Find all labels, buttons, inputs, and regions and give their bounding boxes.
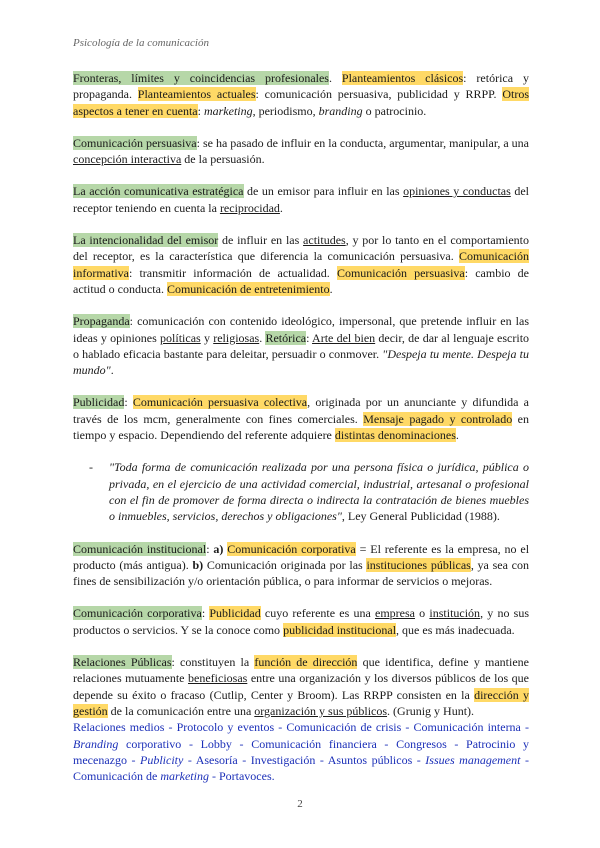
highlight-comunicacion-persuasiva-colectiva: Comunicación persuasiva colectiva — [132, 395, 308, 410]
text: : comunicación con contenido ideológico, impersonal, que pretende influir en las ideas y opiniones — [73, 314, 529, 345]
highlight-instituciones-publicas: instituciones públicas — [366, 557, 471, 572]
text: - Comunicación de — [73, 752, 529, 784]
highlight-comunicacion-informativa: Comunicación informativa — [73, 249, 529, 280]
underlined-term: organización y sus públicos — [254, 703, 388, 718]
italic-term: Issues management — [425, 752, 521, 767]
text: : — [124, 395, 133, 410]
text: de la comunicación entre una — [107, 703, 255, 718]
text: . — [259, 330, 266, 345]
italic-term: Branding — [73, 736, 119, 751]
text: de influir en las — [218, 233, 304, 248]
paragraph-publicidad — [73, 394, 529, 443]
italic-term: Publicity — [140, 752, 184, 767]
highlight-retorica: Retórica — [265, 330, 307, 345]
text: cuyo referente es una — [260, 606, 375, 621]
text: : constituyen la — [171, 655, 255, 670]
underlined-term: Arte del bien — [312, 330, 376, 345]
highlight-distintas-denominaciones: distintas denominaciones — [334, 428, 456, 443]
text: de un emisor para influir en las — [243, 184, 404, 199]
underlined-term: beneficiosas — [188, 671, 248, 686]
paragraph-professional-boundaries — [73, 70, 529, 119]
text: que identifica, define y mantiene relaciones mutuamente — [73, 655, 530, 686]
text: , y no sus productos o servicios. Y se la conoce como — [73, 606, 530, 637]
highlight-direccion-gestion: dirección y gestión — [73, 687, 529, 718]
legal-quote: "Toda forma de comunicación realizada por una persona física o jurídica, pública o privada, en el ejercicio de una actividad comercial, industrial, artesanal o profesional con el fin de promover de forma directa o indirecta la contratación de bienes muebles o inmuebles, servicios, derechos y obligaciones" — [109, 460, 529, 524]
text: , originada por un anunciante y difundida a través de los mcm, generalmente con fines comerciales. — [73, 395, 529, 426]
text: y — [200, 330, 214, 345]
paragraph-areas-rrpp — [73, 719, 529, 784]
highlight-comunicacion-entretenimiento: Comunicación de entretenimiento — [166, 281, 330, 296]
text: Comunicación originada por las — [203, 557, 367, 572]
text: Relaciones medios - Protocolo y eventos - Comunicación de crisis - Comunicación interna - — [73, 720, 529, 735]
quote-source: , Ley General Publicidad (1988). — [341, 509, 500, 524]
text: . — [279, 200, 283, 215]
highlight-comunicacion-corporativa: Comunicación corporativa — [227, 541, 356, 556]
text: - Asesoría - Investigación - Asuntos públicos - — [183, 752, 426, 767]
highlight-comunicacion-institucional: Comunicación institucional — [73, 541, 207, 556]
highlight-intencionalidad: La intencionalidad del emisor — [73, 233, 219, 248]
paragraph-accion-comunicativa — [73, 183, 529, 216]
document-body — [73, 70, 529, 800]
text: , periodismo, — [252, 103, 319, 118]
text: entre una organización y los diversos públicos de los que depende su éxito o fracaso (Cutlip, Center y Broom). Las RRPP consisten en la — [73, 671, 529, 702]
italic-term: branding — [318, 103, 363, 118]
text: , que es más inadecuada. — [396, 622, 515, 637]
text: - Portavoces. — [208, 769, 275, 784]
highlight-planteamientos-clasicos: Planteamientos clásicos — [341, 71, 464, 85]
underlined-term: políticas — [160, 330, 201, 345]
highlight-publicidad: Publicidad — [209, 606, 261, 621]
highlight-funcion-direccion: función de dirección — [254, 655, 358, 670]
bullet-dash: - — [89, 460, 93, 475]
italic-quote: "Despeja tu mente. Despeja tu mundo" — [73, 346, 529, 378]
text: . — [110, 363, 114, 378]
list-marker-b: b) — [192, 557, 204, 572]
text: : cambio de actitud o conducta. — [73, 265, 529, 296]
underlined-term: reciprocidad — [219, 200, 280, 215]
highlight-relaciones-publicas: Relaciones Públicas — [73, 655, 172, 670]
text: : transmitir información de actualidad. — [128, 265, 337, 280]
text: : — [206, 541, 214, 556]
paragraph-comunicacion-corporativa — [73, 605, 529, 638]
text: del receptor teniendo en cuenta la — [73, 184, 529, 215]
highlight-publicidad-institucional: publicidad institucional — [283, 622, 397, 637]
text: : — [201, 606, 210, 621]
italic-term: marketing — [203, 103, 253, 118]
text: decir, de dar al lenguaje escrito o hablado eficacia bastante para deleitar, persuadir o conmover. — [73, 330, 530, 361]
text: , ya sea con fines de sensibilización y/o orientación pública, o para informar de servicios o mejoras. — [73, 557, 529, 589]
text: : — [197, 103, 204, 118]
text: : se ha pasado de influir en la conducta, argumentar, manipular, a una — [196, 135, 530, 150]
highlight-comunicacion-persuasiva: Comunicación persuasiva — [336, 265, 465, 280]
underlined-term: opiniones y conductas — [403, 184, 511, 199]
highlight-planteamientos-actuales: Planteamientos actuales — [137, 87, 256, 102]
text: en tiempo y espacio. Dependiendo del referente adquiere — [73, 411, 530, 443]
highlight-comunicacion-persuasiva: Comunicación persuasiva — [73, 135, 197, 150]
text: . — [329, 281, 333, 296]
underlined-term: religiosas — [213, 330, 260, 345]
page-number: 2 — [297, 798, 303, 810]
text: : comunicación persuasiva, publicidad y RRPP. — [255, 87, 503, 102]
highlight-propaganda: Propaganda — [73, 314, 130, 329]
highlight-comunicacion-corporativa: Comunicación corporativa — [73, 606, 202, 621]
text: o patrocinio. — [362, 103, 427, 118]
text: . — [328, 71, 342, 85]
underlined-term: empresa — [375, 606, 415, 621]
text: de la persuasión. — [181, 152, 265, 167]
running-title: Psicología de la comunicación — [73, 37, 209, 49]
paragraph-intencionalidad — [73, 232, 529, 297]
text: , y por lo tanto en el comportamiento del receptor, es la característica que diferencia la comunicación persuasiva. — [73, 233, 529, 264]
highlight-publicidad: Publicidad — [73, 395, 125, 410]
highlight-otros-aspectos: Otros aspectos a tener en cuenta — [73, 87, 529, 118]
text: corporativo - Lobby - Comunicación financiera - Congresos - Patrocinio y mecenazgo - — [73, 736, 529, 767]
paragraph-comunicacion-persuasiva — [73, 135, 529, 168]
text: : retórica y propaganda. — [73, 71, 529, 102]
quote-list-item — [73, 459, 529, 524]
text: . — [455, 428, 459, 443]
highlight-mensaje-pagado: Mensaje pagado y controlado — [363, 411, 513, 426]
underlined-term: concepción interactiva — [73, 152, 182, 167]
highlight-fronteras: Fronteras, límites y coincidencias profesionales — [73, 71, 329, 85]
highlight-accion-comunicativa: La acción comunicativa estratégica — [73, 184, 244, 199]
underlined-term: actitudes — [303, 233, 346, 248]
list-marker-a: a) — [213, 541, 224, 556]
text: . (Grunig y Hunt). — [387, 703, 475, 718]
text: : — [306, 330, 313, 345]
text: = El referente es la empresa, no el producto (más antigua). — [73, 541, 530, 572]
paragraph-relaciones-publicas — [73, 654, 529, 719]
text: o — [414, 606, 430, 621]
paragraph-comunicacion-institucional — [73, 541, 529, 590]
underlined-term: institución — [429, 606, 481, 621]
italic-term: marketing — [160, 769, 209, 784]
paragraph-propaganda — [73, 313, 529, 378]
